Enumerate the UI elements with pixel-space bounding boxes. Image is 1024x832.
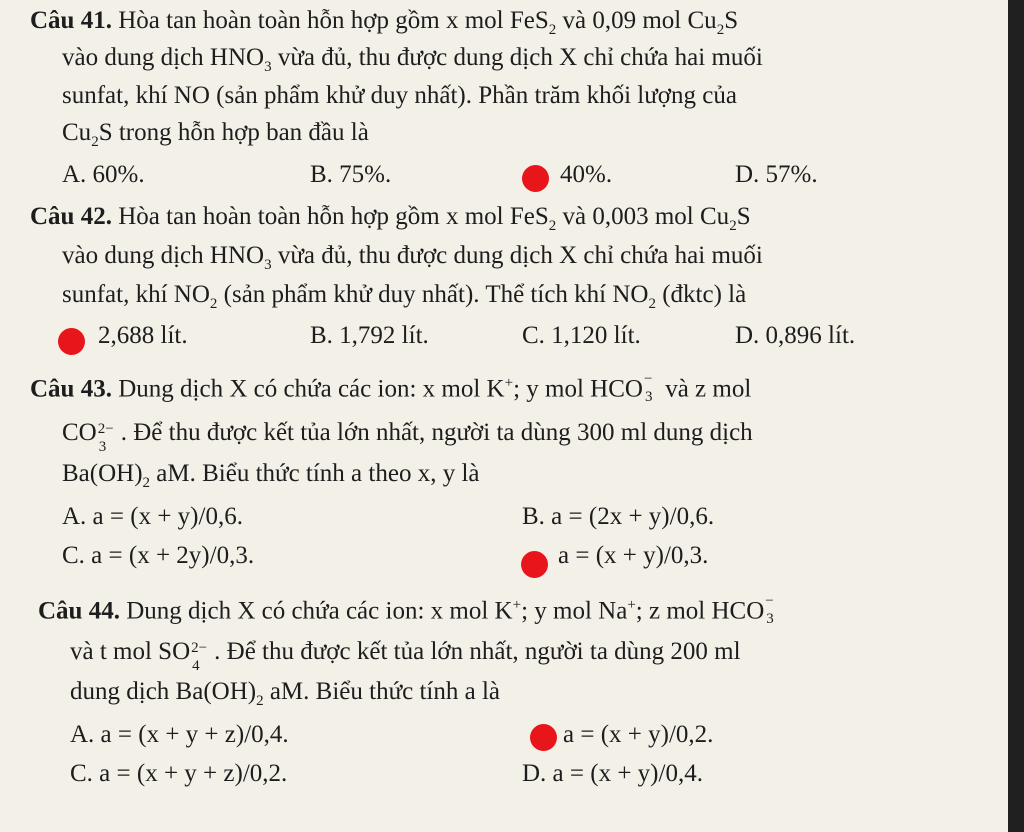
q44-sup: + (512, 597, 522, 613)
q41-option-a: A. 60%. (62, 161, 145, 188)
q44-option-d: D. a = (x + y)/0,4. (522, 760, 703, 787)
q43-text: Ba(OH) (62, 460, 143, 487)
q43-option-d: a = (x + y)/0,3. (558, 542, 709, 569)
q44-text: và t mol SO (70, 638, 191, 665)
q42-option-b: B. 1,792 lít. (310, 322, 429, 349)
q43-label: Câu 43. (30, 375, 112, 403)
q42-sub: 3 (264, 257, 272, 273)
q42-text: (đktc) là (655, 281, 747, 308)
q42-sub: 2 (548, 218, 557, 234)
q42-option-d: D. 0,896 lít. (735, 322, 856, 349)
q42-text: (sản phẩm khử duy nhất). Thể tích khí NO (217, 281, 649, 308)
q42-text: sunfat, khí NO (62, 281, 210, 308)
q42-text: vừa đủ, thu được dung dịch X chỉ chứa hai muối (271, 242, 763, 269)
q42-option-a: 2,688 lít. (98, 322, 188, 349)
q41-text: S (724, 7, 739, 34)
q43-sup: + (504, 375, 514, 391)
q41-option-b: B. 75%. (310, 161, 392, 188)
q43-text: và z mol (658, 375, 752, 403)
q43-text: ; y mol HCO (513, 375, 643, 403)
q44-option-b: a = (x + y)/0,2. (563, 721, 714, 748)
q42-text: S (736, 203, 751, 230)
q41-sub: 3 (264, 59, 272, 75)
q44-text: dung dịch Ba(OH) (70, 678, 257, 705)
q44-line-1 (38, 590, 780, 626)
q44-label: Câu 44. (38, 597, 120, 625)
q43-option-c: C. a = (x + 2y)/0,3. (62, 542, 255, 569)
q42-option-c: C. 1,120 lít. (522, 322, 641, 349)
q42-sub: 2 (648, 296, 656, 312)
q42-text: vào dung dịch HNO (62, 242, 265, 269)
q43-charge-down: 3 (644, 389, 653, 405)
q44-text: Dung dịch X có chứa các ion: x mol K (119, 597, 513, 625)
q44-text: . Để thu được kết tủa lớn nhất, người ta dùng 200 ml (214, 638, 741, 665)
q43-charge (643, 368, 659, 405)
q41-sub: 2 (91, 134, 99, 150)
q43-sub: 2 (142, 475, 151, 491)
q42-text: Hòa tan hoàn toàn hỗn hợp gồm x mol FeS (111, 203, 549, 230)
q44-charge (764, 590, 780, 627)
q44-charge-down: 4 (192, 658, 200, 674)
q41-line-3: sunfat, khí NO (sản phẩm khử duy nhất). Phần trăm khối lượng của (62, 82, 737, 109)
q41-line-1 (30, 6, 738, 45)
q42-line-1 (30, 202, 751, 241)
q44-line-2 (70, 637, 741, 674)
q44-option-c: C. a = (x + y + z)/0,2. (70, 760, 288, 787)
q42-line-2 (62, 241, 763, 280)
q43-charge (97, 418, 121, 455)
q41-line-2 (62, 43, 763, 82)
q41-sub: 2 (716, 22, 725, 38)
q43-option-b: B. a = (2x + y)/0,6. (522, 503, 715, 530)
page-edge-shadow (1008, 0, 1024, 832)
q44-answer-marker (530, 724, 557, 751)
q42-answer-marker (58, 328, 85, 355)
q43-text: . Để thu được kết tủa lớn nhất, người ta dùng 300 ml dung dịch (120, 419, 753, 446)
q41-text: và 0,09 mol Cu (556, 7, 717, 34)
q43-line-2 (62, 418, 753, 455)
q43-line-3 (62, 459, 480, 498)
q41-option-c: 40%. (560, 161, 613, 188)
q44-text: ; y mol Na (521, 597, 628, 625)
q41-text: S trong hỗn hợp ban đầu là (98, 119, 369, 146)
q41-label: Câu 41. (30, 7, 112, 34)
q43-text: Dung dịch X có chứa các ion: x mol K (111, 375, 505, 403)
q43-text: CO (62, 419, 97, 446)
q43-charge-down: 3 (98, 439, 107, 455)
q44-option-a: A. a = (x + y + z)/0,4. (70, 721, 289, 748)
q42-sub: 2 (209, 296, 218, 312)
q43-charge-up: 2− (97, 421, 114, 437)
q44-line-3 (70, 677, 500, 716)
q41-text: vừa đủ, thu được dung dịch X chỉ chứa hai muối (271, 44, 763, 71)
q44-sub: 2 (256, 693, 264, 709)
q44-charge-up: 2− (191, 640, 208, 656)
q44-charge-down: 3 (766, 611, 774, 627)
q42-text: và 0,003 mol Cu (556, 203, 730, 230)
q44-charge-up: − (765, 593, 774, 609)
q43-text: aM. Biểu thức tính a theo x, y là (150, 460, 480, 487)
q43-charge-up: − (643, 371, 653, 387)
q41-text: Cu (62, 119, 92, 146)
q44-text: aM. Biểu thức tính a là (263, 678, 500, 705)
q43-line-1 (30, 368, 751, 404)
q41-line-4 (62, 118, 369, 157)
q44-sup: + (627, 597, 636, 613)
q41-option-d: D. 57%. (735, 161, 818, 188)
q42-sub: 2 (729, 218, 737, 234)
q42-label: Câu 42. (30, 203, 112, 230)
q41-answer-marker (522, 165, 549, 192)
q41-sub: 2 (548, 22, 557, 38)
q43-option-a: A. a = (x + y)/0,6. (62, 503, 243, 530)
q42-line-3 (62, 280, 746, 319)
q44-charge (190, 637, 214, 674)
q41-text: vào dung dịch HNO (62, 44, 265, 71)
q44-text: ; z mol HCO (635, 597, 765, 625)
q41-text: Hòa tan hoàn toàn hỗn hợp gồm x mol FeS (111, 7, 549, 34)
q43-answer-marker (521, 551, 548, 578)
